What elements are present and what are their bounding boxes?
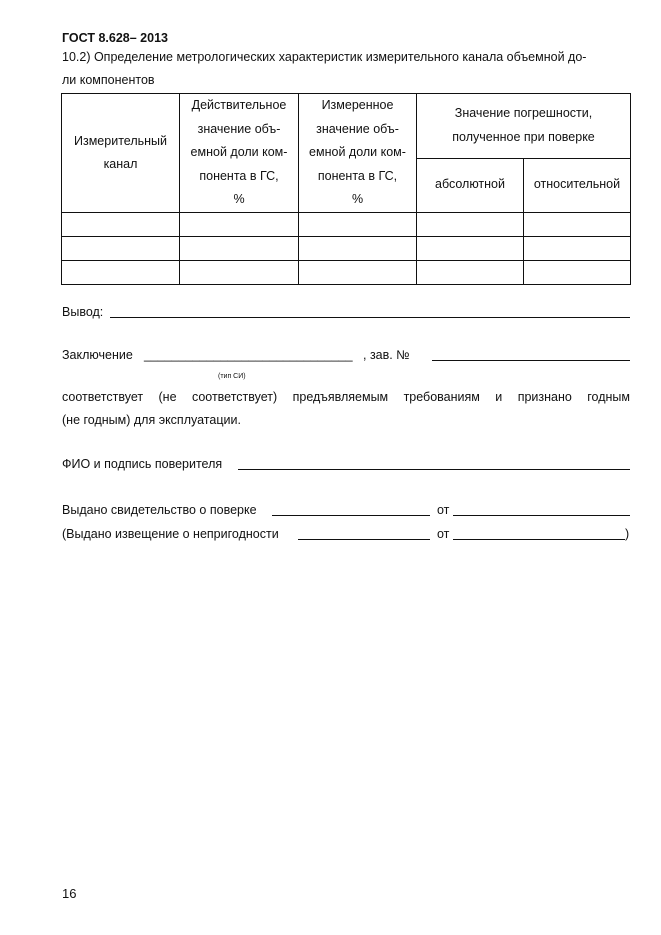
certificate-label: Выдано свидетельство о поверке — [62, 503, 257, 517]
table-row — [62, 260, 631, 284]
header-relative: относительной — [524, 158, 631, 212]
table-cell[interactable] — [299, 260, 417, 284]
header-absolute: абсолютной — [417, 158, 524, 212]
header-error-line: полученное при поверке — [452, 129, 595, 144]
header-measured-line: Измеренное — [321, 98, 394, 112]
table-row — [62, 236, 631, 260]
table-cell[interactable] — [62, 260, 180, 284]
notice-number-field[interactable] — [298, 527, 430, 540]
device-type-note: (тип СИ) — [218, 373, 246, 380]
notice-label: (Выдано извещение о непригодности — [62, 527, 279, 541]
header-actual-line: емной доли ком- — [190, 145, 288, 159]
compliance-line-2: (не годным) для эксплуатации. — [62, 413, 241, 427]
header-measured-line: % — [351, 192, 364, 206]
header-actual-line: понента в ГС, — [199, 168, 279, 183]
conclusion-label: Вывод: — [62, 305, 104, 319]
verifier-signature-field[interactable] — [238, 457, 630, 470]
page-number: 16 — [62, 886, 77, 901]
measurement-table — [61, 93, 631, 285]
compliance-line-1: соответствует (не соответствует) предъявляемым требованиям и признано годным — [62, 390, 630, 404]
section-heading-line1: 10.2) Определение метрологических характеристик измерительного канала объемной до- — [62, 50, 587, 64]
table-cell[interactable] — [299, 236, 417, 260]
notice-date-field[interactable] — [453, 527, 625, 540]
header-channel — [62, 94, 180, 213]
notice-close-paren: ) — [625, 527, 630, 541]
table-cell[interactable] — [299, 212, 417, 236]
header-actual-line: значение объ- — [197, 121, 281, 136]
table-cell[interactable] — [180, 236, 299, 260]
certificate-date-label: от — [437, 503, 450, 517]
serial-number-field[interactable] — [432, 348, 630, 361]
conclusion-field[interactable] — [110, 305, 630, 318]
table-cell[interactable] — [180, 212, 299, 236]
section-heading — [62, 46, 630, 92]
certificate-date-field[interactable] — [453, 503, 630, 516]
notice-date-label: от — [437, 527, 450, 541]
header-error-line: Значение погрешности, — [454, 106, 593, 121]
table-cell[interactable] — [417, 260, 524, 284]
header-actual-line: % — [233, 192, 245, 206]
certificate-number-field[interactable] — [272, 503, 430, 516]
section-heading-line2: ли компонентов — [62, 73, 155, 87]
header-actual-value — [180, 94, 299, 213]
header-measured-line: понента в ГС, — [317, 168, 398, 183]
serial-number-label: , зав. № — [363, 348, 410, 362]
table-cell[interactable] — [524, 236, 631, 260]
table-cell[interactable] — [180, 260, 299, 284]
table-cell[interactable] — [524, 260, 631, 284]
header-measured-line: емной доли ком- — [309, 145, 406, 159]
verdict-label: Заключение — [62, 348, 133, 362]
document-code: ГОСТ 8.628– 2013 — [62, 31, 168, 45]
header-measured-value — [299, 94, 417, 213]
table-row — [62, 212, 631, 236]
header-actual-line: Действительное — [191, 98, 287, 112]
table-cell[interactable] — [524, 212, 631, 236]
header-channel-text: Измерительный канал — [74, 133, 167, 171]
device-type-field[interactable]: ______________________________ — [144, 348, 353, 362]
header-measured-line: значение объ- — [316, 121, 399, 136]
table-cell[interactable] — [62, 236, 180, 260]
table-cell[interactable] — [417, 236, 524, 260]
table-cell[interactable] — [62, 212, 180, 236]
header-error-group — [417, 94, 631, 159]
table-cell[interactable] — [417, 212, 524, 236]
verifier-label: ФИО и подпись поверителя — [62, 457, 223, 471]
